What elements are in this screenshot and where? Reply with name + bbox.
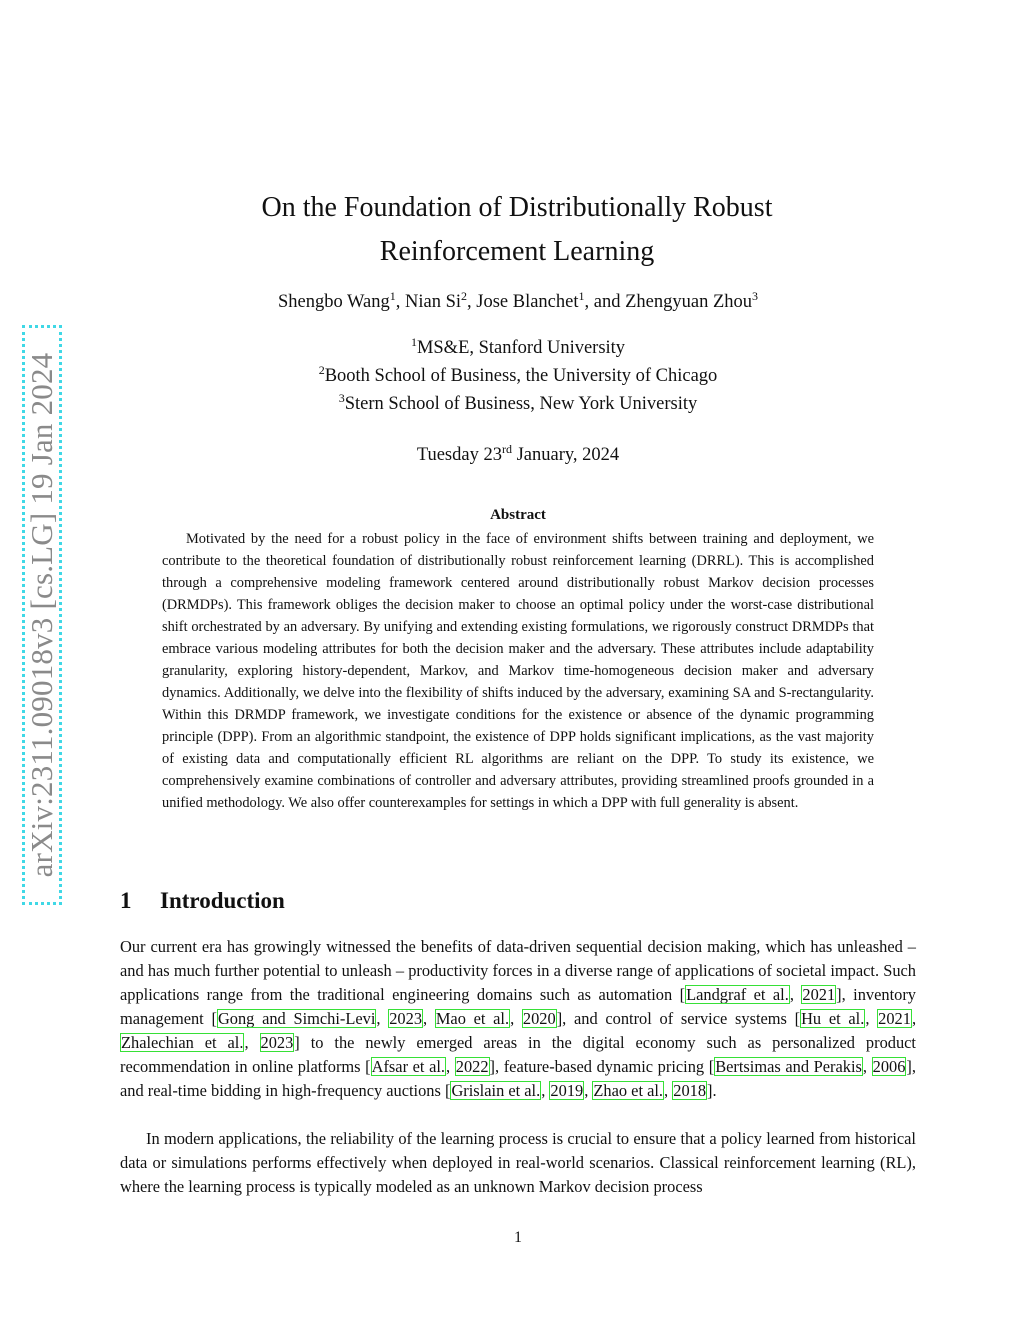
citation-link[interactable]: 2021 xyxy=(802,985,836,1004)
citation-link[interactable]: 2021 xyxy=(878,1009,911,1028)
intro-paragraph-1: Our current era has growingly witnessed the benefits of data-driven sequential decision making, which has unleashed – and has much further potential to unleash – productivity forces in a diverse range of applications of societal impact. Such applications range from the traditional engineering domains such as automation [Landgraf et al., 2021], inventory management [Gong and Simchi-Levi, 2023, Mao et al., 2020], and control of service systems [Hu et al., 2021, Zhalechian et al., 2023] to the newly emerged areas in the digital economy such as personalized product recommendation in online platforms [Afsar et al., 2022], feature-based dynamic pricing [Bertsimas and Perakis, 2006], and real-time bidding in high-frequency auctions [Grislain et al., 2019, Zhao et al., 2018]. xyxy=(120,937,917,1100)
citation-link[interactable]: Mao et al. xyxy=(435,1009,510,1028)
author-name: Nian Si xyxy=(404,292,461,312)
citation-link[interactable]: Bertsimas and Perakis xyxy=(715,1057,862,1076)
paper-title: On the Foundation of Distributionally Robust Reinforcement Learning xyxy=(261,192,773,267)
section-number: 1 xyxy=(120,888,132,913)
citation-link[interactable]: Gong and Simchi-Levi xyxy=(217,1009,376,1028)
section-title: Introduction xyxy=(160,888,285,913)
citation-link[interactable]: 2023 xyxy=(260,1033,294,1052)
author-affiliation-mark: 2 xyxy=(461,289,467,303)
affiliation: $^1$MS&E, Stanford University xyxy=(410,335,626,358)
author-affiliation-mark: 3 xyxy=(752,289,758,303)
section-heading xyxy=(120,888,285,914)
author-name: Shengbo Wang xyxy=(278,292,390,312)
citation-link[interactable]: Afsar et al. xyxy=(371,1057,446,1076)
citation-link[interactable]: 2022 xyxy=(455,1057,489,1076)
author-name: Jose Blanchet xyxy=(476,292,579,312)
citation-link[interactable]: Zhalechian et al. xyxy=(121,1033,244,1052)
citation-link[interactable]: 2018 xyxy=(673,1081,707,1100)
abstract-heading: Abstract xyxy=(490,507,546,523)
citation-link[interactable]: Zhao et al. xyxy=(593,1081,664,1100)
citation-link[interactable]: 2019 xyxy=(550,1081,584,1100)
page-number: 1 xyxy=(514,1229,522,1246)
author-name: Zhengyuan Zhou xyxy=(625,292,752,312)
arxiv-id: arXiv:2311.09018v3 [cs.LG] 19 Jan 2024 xyxy=(24,352,59,878)
paper-date: Tuesday 23rd January, 2024 xyxy=(416,442,620,465)
citation-link[interactable]: 2006 xyxy=(872,1057,906,1076)
author-affiliation-mark: 1 xyxy=(389,289,396,303)
citation-link[interactable]: Grislain et al. xyxy=(451,1081,541,1100)
abstract-body: Motivated by the need for a robust policy in the face of environment shifts between training and deployment, we contribute to the theoretical foundation of distributionally robust reinforcement learning (DRRL). This is accomplished through a comprehensive modeling framework centered around distributionally robust Markov decision processes (DRMDPs). This framework obliges the decision maker to choose an optimal policy under the worst-case distributional shift orchestrated by an adversary. By unifying and extending existing formulations, we rigorously construct DRMDPs that embrace various modeling attributes for both the decision maker and the adversary. These attributes include adaptability granularity, exploring history-dependent, Markov, and Markov time-homogeneous decision maker and adversary dynamics. Additionally, we delve into the flexibility of shifts induced by the adversary, examining SA and S-rectangularity. Within this DRMDP framework, we investigate conditions for the existence or absence of the dynamic programming principle (DPP). From an algorithmic standpoint, the existence of DPP holds significant implications, as the vast majority of existing data and computationally efficient RL algorithms are reliant on the DPP. To study its existence, we comprehensively examine combinations of controller and adversary attributes, providing streamlined proofs grounded in a unified methodology. We also offer counterexamples for settings in which a DPP with full generality is absent. xyxy=(162,531,874,811)
intro-paragraph-2: In modern applications, the reliability of the learning process is crucial to ensure that a policy learned from historical data or simulations performs effectively when deployed in real-world scenarios. Classical reinforcement learning (RL), where the learning process is typically modeled as an unknown Markov decision process xyxy=(120,1129,916,1196)
author-affiliation-mark: 1 xyxy=(578,289,585,303)
citation-link[interactable]: Landgraf et al. xyxy=(686,985,789,1004)
citation-link[interactable]: 2023 xyxy=(389,1009,423,1028)
citation-link[interactable]: Hu et al. xyxy=(801,1009,865,1028)
affiliation: $^2$Booth School of Business, the University of Chicago xyxy=(318,363,718,386)
affiliation: $^3$Stern School of Business, New York University xyxy=(338,391,698,414)
author-list: Shengbo Wang$^1$, Nian Si$^2$, Jose Blanchet$^1$, and Zhengyuan Zhou$^3$ xyxy=(278,289,758,312)
citation-link[interactable]: 2020 xyxy=(522,1009,556,1028)
